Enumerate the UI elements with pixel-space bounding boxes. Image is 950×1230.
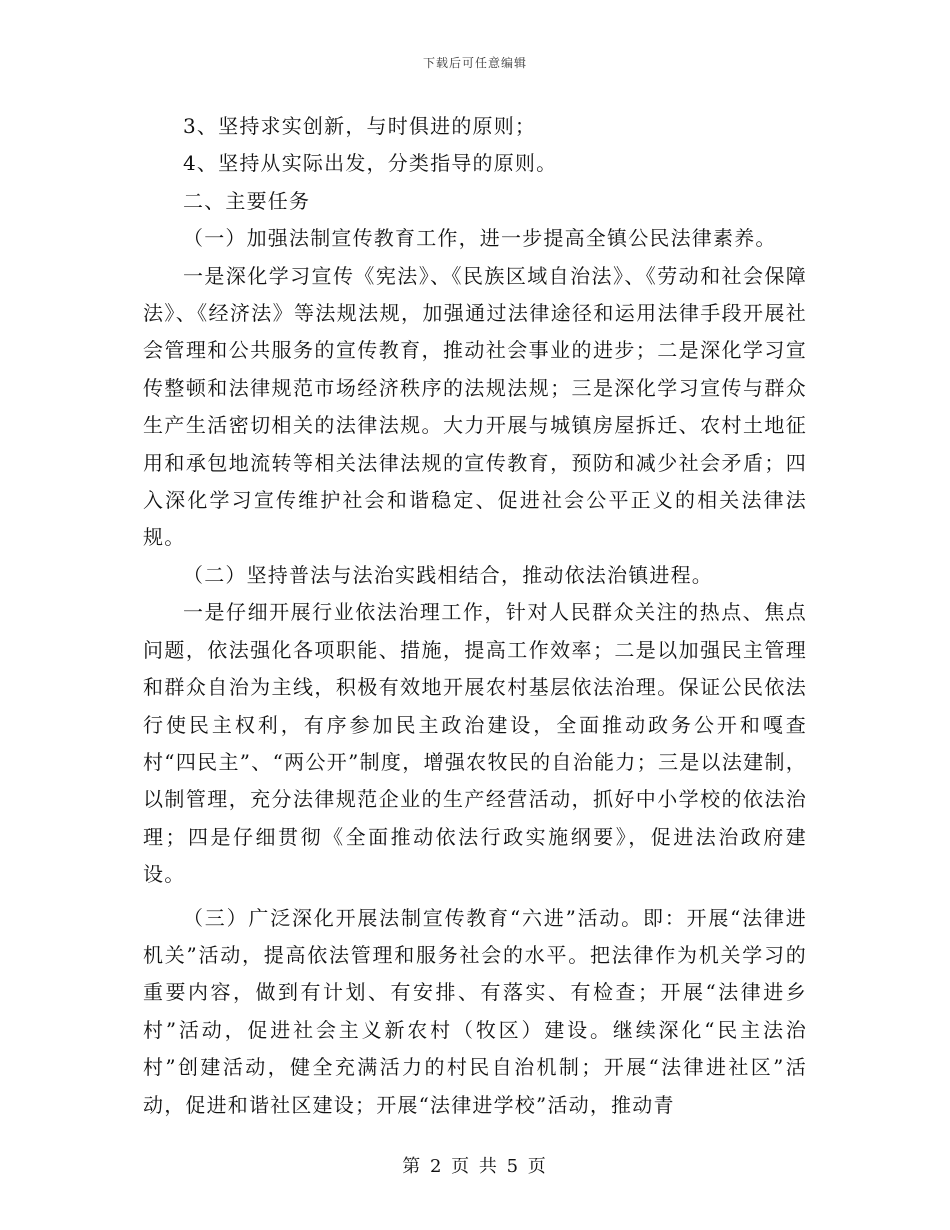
paragraph-task-1-body: 一是深化学习宣传《宪法》、《民族区域自治法》、《劳动和社会保障法》、《经济法》等法规法规，加强通过法律途径和运用法律手段开展社会管理和公共服务的宣传教育，推动社会事业的进步；二是深化学习宣传整顿和法律规范市场经济秩序的法规法规；三是深化学习宣传与群众生产生活密切相关的法律法规。大力开展与城镇房屋拆迁、农村土地征用和承包地流转等相关法律法规的宣传教育，预防和减少社会矛盾；四入深化学习宣传维护社会和谐稳定、促进社会公平正义的相关法律法规。 [143,263,807,550]
subheading-task-1: （一）加强法制宣传教育工作，进一步提高全镇公民法律素养。 [183,226,777,251]
subheading-task-2: （二）坚持普法与法治实践相结合，推动依法治镇进程。 [183,562,713,587]
page-footer: 第 2 页 共 5 页 [402,1156,548,1177]
section-heading-main-tasks: 二、主要任务 [183,188,311,213]
paragraph-principle-4: 4、坚持从实际出发，分类指导的原则。 [183,151,558,176]
paragraph-task-2-body: 一是仔细开展行业依法治理工作，针对人民群众关注的热点、焦点问题，依法强化各项职能、措施，提高工作效率；二是以加强民主管理和群众自治为主线，积极有效地开展农村基层依法治理。保证公民依法行使民主权利，有序参加民主政治建设，全面推动政务公开和嘎查村“四民主”、“两公开”制度，增强农牧民的自治能力；三是以法建制，以制管理，充分法律规范企业的生产经营活动，抓好中小学校的依法治理；四是仔细贯彻《全面推动依法行政实施纲要》，促进法治政府建设。 [143,600,807,887]
paragraph-task-3-body: （三）广泛深化开展法制宣传教育“六进”活动。即：开展“法律进机关”活动，提高依法管理和服务社会的水平。把法律作为机关学习的重要内容，做到有计划、有安排、有落实、有检查；开展“法律进乡村”活动，促进社会主义新农村（牧区）建设。继续深化“民主法治村”创建活动，健全充满活力的村民自治机制；开展“法律进社区”活动，促进和谐社区建设；开展“法律进学校”活动，推动青 [143,905,807,1117]
paragraph-principle-3: 3、坚持求实创新，与时俱进的原则； [183,114,537,138]
document-body [143,108,807,1124]
page-header: 下载后可任意编辑 [422,56,527,70]
